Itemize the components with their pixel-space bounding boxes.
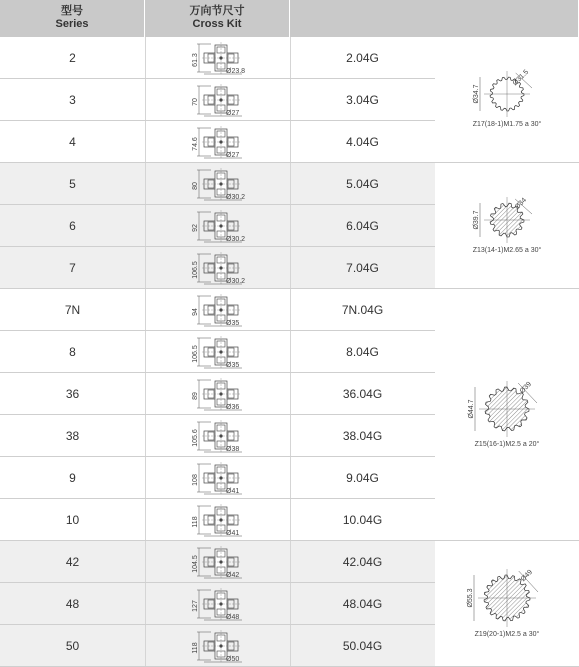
cross-kit-diameter: Ø38 bbox=[225, 445, 239, 453]
cross-kit-height: 61.3 bbox=[191, 52, 199, 67]
header-series-cn: 型号 bbox=[61, 5, 83, 17]
code-value: 7.04G bbox=[346, 260, 379, 275]
series-cell bbox=[0, 499, 146, 540]
series-value: 8 bbox=[69, 344, 76, 359]
series-value: 2 bbox=[69, 50, 76, 65]
series-cell bbox=[0, 373, 146, 414]
spline-group bbox=[435, 541, 579, 667]
cross-kit-drawing bbox=[178, 543, 258, 581]
spline-outer-diameter: Ø34.7 bbox=[473, 84, 480, 104]
cross-kit-drawing-cell bbox=[145, 205, 291, 246]
cross-kit-drawing bbox=[178, 333, 258, 371]
cross-kit-diameter: Ø27 bbox=[225, 151, 239, 159]
code-cell bbox=[290, 205, 436, 246]
cross-kit-height: 105.6 bbox=[191, 428, 199, 447]
cross-kit-drawing-cell bbox=[145, 415, 291, 456]
series-value: 4 bbox=[69, 134, 76, 149]
code-cell bbox=[290, 247, 436, 288]
code-cell bbox=[290, 79, 436, 120]
spline-inner-diameter: Ø34 bbox=[513, 196, 529, 212]
code-value: 42.04G bbox=[342, 554, 383, 569]
cross-kit-height: 106.5 bbox=[191, 260, 199, 279]
spline-spec-label: Z15(16-1)M2.5 a 20° bbox=[474, 441, 540, 448]
header-code bbox=[290, 0, 579, 37]
series-cell bbox=[0, 163, 146, 204]
cross-kit-height: 127 bbox=[191, 599, 199, 612]
series-value: 5 bbox=[69, 176, 76, 191]
code-value: 50.04G bbox=[342, 638, 383, 653]
spline-drawing bbox=[435, 37, 579, 163]
code-value: 38.04G bbox=[342, 428, 383, 443]
series-value: 3 bbox=[69, 92, 76, 107]
series-cell bbox=[0, 583, 146, 624]
code-cell bbox=[290, 121, 436, 162]
code-value: 5.04G bbox=[346, 176, 379, 191]
series-value: 50 bbox=[65, 638, 80, 653]
spline-group bbox=[435, 163, 579, 289]
spline-drawing bbox=[435, 163, 579, 289]
cross-kit-diameter: Ø35 bbox=[225, 361, 239, 369]
series-value: 6 bbox=[69, 218, 76, 233]
spline-drawing bbox=[435, 541, 579, 667]
code-value: 6.04G bbox=[346, 218, 379, 233]
code-value: 4.04G bbox=[346, 134, 379, 149]
cross-kit-diameter: Ø30.2 bbox=[225, 235, 245, 243]
cross-kit-height: 118 bbox=[191, 515, 199, 528]
series-cell bbox=[0, 331, 146, 372]
cross-kit-drawing-cell bbox=[145, 583, 291, 624]
series-value: 7N bbox=[64, 302, 81, 317]
cross-kit-height: 92 bbox=[191, 223, 199, 232]
cross-kit-diameter: Ø41 bbox=[225, 529, 239, 537]
series-cell bbox=[0, 415, 146, 456]
series-cell bbox=[0, 205, 146, 246]
header-cross-kit-cn: 万向节尺寸 bbox=[189, 5, 245, 17]
cross-kit-diameter: Ø48 bbox=[225, 613, 239, 621]
cross-kit-height: 106.5 bbox=[191, 344, 199, 363]
series-value: 10 bbox=[65, 512, 80, 527]
series-cell bbox=[0, 37, 146, 78]
cross-kit-diameter: Ø35 bbox=[225, 319, 239, 327]
cross-kit-drawing-cell bbox=[145, 541, 291, 582]
series-cell bbox=[0, 121, 146, 162]
spline-outer-diameter: Ø55.3 bbox=[467, 588, 474, 608]
code-value: 48.04G bbox=[342, 596, 383, 611]
spline-spec-label: Z13(14-1)M2.65 a 30° bbox=[472, 247, 542, 254]
cross-kit-height: 80 bbox=[191, 181, 199, 190]
cross-kit-drawing-cell bbox=[145, 247, 291, 288]
cross-kit-drawing bbox=[178, 585, 258, 623]
series-cell bbox=[0, 247, 146, 288]
spline-outer-diameter: Ø39.7 bbox=[473, 210, 480, 230]
code-cell bbox=[290, 541, 436, 582]
series-value: 42 bbox=[65, 554, 80, 569]
cross-kit-diameter: Ø41 bbox=[225, 487, 239, 495]
code-value: 9.04G bbox=[346, 470, 379, 485]
header-series-en: Series bbox=[55, 18, 89, 30]
spline-group bbox=[435, 37, 579, 163]
cross-kit-drawing-cell bbox=[145, 499, 291, 540]
series-value: 9 bbox=[69, 470, 76, 485]
cross-kit-drawing-cell bbox=[145, 79, 291, 120]
cross-kit-height: 118 bbox=[191, 641, 199, 654]
series-cell bbox=[0, 289, 146, 330]
code-value: 10.04G bbox=[342, 512, 383, 527]
cross-kit-drawing bbox=[178, 39, 258, 77]
cross-kit-diameter: Ø27 bbox=[225, 109, 239, 117]
cross-kit-drawing-cell bbox=[145, 625, 291, 666]
code-value: 8.04G bbox=[346, 344, 379, 359]
cross-kit-drawing-cell bbox=[145, 457, 291, 498]
spline-spec-label: Z17(18-1)M1.75 a 30° bbox=[472, 121, 542, 128]
cross-kit-diameter: Ø42 bbox=[225, 571, 239, 579]
cross-kit-drawing bbox=[178, 291, 258, 329]
code-value: 7N.04G bbox=[341, 302, 384, 317]
cross-kit-drawing-cell bbox=[145, 121, 291, 162]
series-value: 48 bbox=[65, 596, 80, 611]
code-cell bbox=[290, 331, 436, 372]
cross-kit-diameter: Ø36 bbox=[225, 403, 239, 411]
cross-kit-height: 94 bbox=[191, 307, 199, 316]
cross-kit-drawing bbox=[178, 459, 258, 497]
spline-outer-diameter: Ø44.7 bbox=[468, 399, 475, 419]
code-value: 3.04G bbox=[346, 92, 379, 107]
spline-spec-label: Z19(20-1)M2.5 a 30° bbox=[474, 631, 540, 638]
cross-kit-height: 104.5 bbox=[191, 554, 199, 573]
cross-kit-drawing bbox=[178, 417, 258, 455]
series-cell bbox=[0, 457, 146, 498]
cross-kit-drawing bbox=[178, 501, 258, 539]
code-cell bbox=[290, 163, 436, 204]
cross-kit-drawing-cell bbox=[145, 163, 291, 204]
cross-kit-diameter: Ø30.2 bbox=[225, 193, 245, 201]
code-cell bbox=[290, 373, 436, 414]
cross-kit-drawing bbox=[178, 627, 258, 665]
cross-kit-drawing-cell bbox=[145, 289, 291, 330]
cross-kit-diameter: Ø50 bbox=[225, 655, 239, 663]
code-cell bbox=[290, 289, 436, 330]
cross-kit-drawing bbox=[178, 375, 258, 413]
cross-kit-height: 89 bbox=[191, 391, 199, 400]
code-cell bbox=[290, 457, 436, 498]
cross-kit-drawing bbox=[178, 123, 258, 161]
cross-kit-height: 74.6 bbox=[191, 136, 199, 151]
code-value: 36.04G bbox=[342, 386, 383, 401]
series-cell bbox=[0, 541, 146, 582]
header-series bbox=[0, 0, 145, 37]
code-cell bbox=[290, 415, 436, 456]
cross-kit-diameter: Ø30.2 bbox=[225, 277, 245, 285]
cross-kit-drawing bbox=[178, 165, 258, 203]
spline-group bbox=[435, 289, 579, 541]
cross-kit-height: 108 bbox=[191, 473, 199, 486]
series-cell bbox=[0, 625, 146, 666]
series-value: 36 bbox=[65, 386, 80, 401]
cross-kit-drawing bbox=[178, 81, 258, 119]
series-value: 38 bbox=[65, 428, 80, 443]
cross-kit-drawing-cell bbox=[145, 331, 291, 372]
code-cell bbox=[290, 499, 436, 540]
code-cell bbox=[290, 625, 436, 666]
header-cross-kit-en: Cross Kit bbox=[192, 18, 242, 30]
cross-kit-height: 70 bbox=[191, 97, 199, 106]
cross-kit-drawing bbox=[178, 207, 258, 245]
spline-inner-diameter: Ø39 bbox=[518, 380, 534, 396]
spline-drawing bbox=[435, 289, 579, 541]
spline-inner-diameter: Ø49 bbox=[519, 568, 535, 584]
series-value: 7 bbox=[69, 260, 76, 275]
series-cell bbox=[0, 79, 146, 120]
code-cell bbox=[290, 583, 436, 624]
code-value: 2.04G bbox=[346, 50, 379, 65]
cross-kit-diameter: Ø23.8 bbox=[225, 67, 245, 75]
code-cell bbox=[290, 37, 436, 78]
cross-kit-drawing-cell bbox=[145, 37, 291, 78]
spline-inner-diameter: Ø31.5 bbox=[511, 68, 531, 88]
cross-kit-drawing bbox=[178, 249, 258, 287]
header-cross-kit bbox=[145, 0, 290, 37]
cross-kit-drawing-cell bbox=[145, 373, 291, 414]
